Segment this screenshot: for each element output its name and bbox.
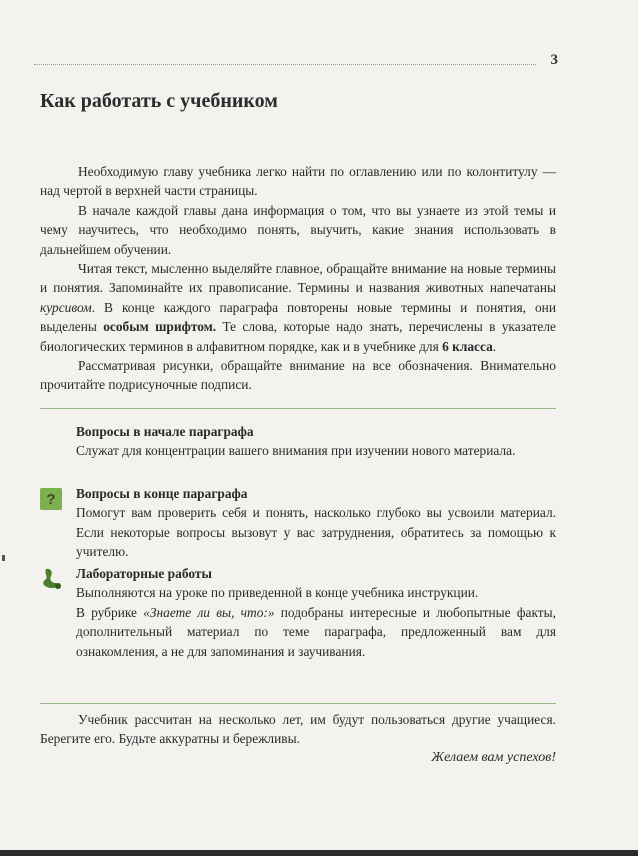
outro-paragraph: Учебник рассчитан на несколько лет, им будут пользоваться другие учащиеся. Берегите его. Будьте аккуратны и бережливы. [40,712,556,747]
lab-icon [38,566,64,592]
bold-grade: 6 класса [442,338,493,354]
bottom-edge [0,850,638,856]
divider-bottom [40,703,556,704]
page-number: 3 [550,52,558,68]
spine-mark [2,555,5,561]
intro-paragraph-3 [40,259,556,356]
intro-paragraph-2: В начале каждой главы дана информация о том, что вы узнаете из этой темы и чему научитесь, что необходимо понять, выучить, какие знания использовать в дальнейшем обучении. [40,202,556,257]
question-mark-glyph: ? [46,490,56,508]
rubric-title: «Знаете ли вы, что:» [143,604,275,620]
extra-part: подобраны интересные и любопытные факты, дополнительный материал по теме параграфа, предложенный вам для ознакомления, а не для запоминания и заучивания. [76,604,556,659]
section-text: Помогут вам проверить себя и понять, насколько глубоко вы усвоили материал. Если некоторые вопросы вызовут у вас затруднения, обратитесь за помощью к учителю. [76,505,556,560]
extra-part: В рубрике [76,604,144,620]
intro-p3-part: . В конце каждого параграфа повторены новые термины и понятия, они выделены [40,299,556,335]
section-extra-text [76,603,556,661]
page-title: Как работать с учебником [40,90,278,112]
section-heading: Вопросы в конце параграфа [76,486,248,501]
closing-wish: Желаем вам успехов! [431,750,556,765]
running-header [34,52,560,72]
section-heading: Вопросы в начале параграфа [76,424,254,439]
section-heading: Лабораторные работы [76,566,212,581]
outro-text [40,710,556,749]
header-dotted-rule [34,64,536,65]
question-icon [40,488,62,510]
section-questions-start [76,422,556,461]
divider-top [40,408,556,409]
intro-paragraph-1: Необходимую главу учебника легко найти по оглавлению или по колонтитулу — над чертой в верхней части страницы. [40,164,556,199]
intro-p3-part: Читая текст, мысленно выделяйте главное, обращайте внимание на новые термины и понятия. Запоминайте их правописание. Термины и названия животных напечатаны [40,261,556,296]
intro-p3-part: . [492,338,497,354]
section-text: Выполняются на уроке по приведенной в конце учебника инструкции. [76,585,479,601]
intro-paragraph-4: Рассматривая рисунки, обращайте внимание на все обозначения. Внимательно прочитайте подрисуночные подписи. [40,358,556,393]
bold-term: особым шрифтом. [103,319,217,335]
section-lab-works [76,564,556,661]
intro-p3-part: Те слова, которые надо знать, перечислены в указателе биологических терминов в алфавитном порядке, как и в учебнике для [40,319,556,354]
section-questions-end [76,484,556,562]
section-text: Служат для концентрации вашего внимания при изучении нового материала. [76,443,516,459]
intro-text [40,162,556,395]
italic-term: курсивом [40,299,92,315]
